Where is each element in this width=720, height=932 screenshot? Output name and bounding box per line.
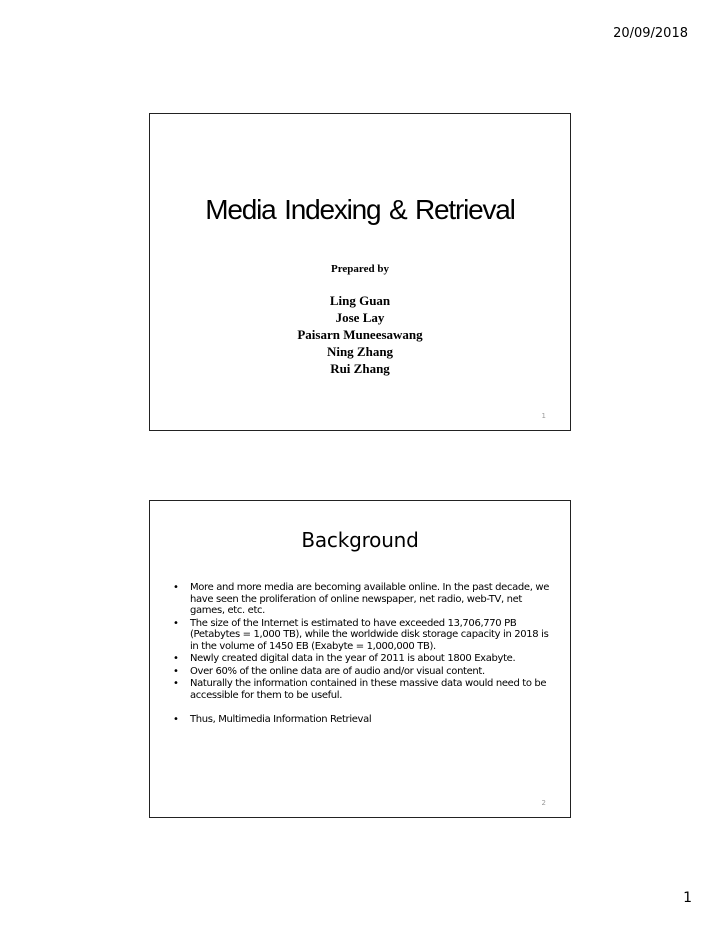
author-name: Ling Guan — [329, 293, 391, 308]
bullet-item: • Newly created digital data in the year of 2011 is about 1800 Exabyte. — [170, 653, 556, 665]
prepared-by-label: Prepared by — [331, 263, 389, 275]
bullet-list — [170, 582, 556, 727]
header-date: 20/09/2018 — [613, 26, 688, 41]
author-list — [150, 292, 570, 377]
bullet-item: • Thus, Multimedia Information Retrieval — [170, 714, 556, 726]
author-name: Rui Zhang — [330, 361, 390, 376]
bullet-item: • Over 60% of the online data are of audio and/or visual content. — [170, 666, 556, 678]
author-name: Paisarn Muneesawang — [297, 327, 423, 342]
slide-1-title: Media Indexing & Retrieval — [205, 194, 515, 225]
author-name: Ning Zhang — [326, 344, 394, 359]
bullet-item: • The size of the Internet is estimated to have exceeded 13,706,770 PB (Petabytes = 1,000 TB), while the worldwide disk storage capacity in 2018 is in the volume of 1450 EB (Exabyte = 1,000,000 TB). — [170, 618, 556, 653]
slide-1 — [149, 113, 571, 431]
author-name: Jose Lay — [335, 310, 385, 325]
slide-2-title: Background — [301, 528, 419, 552]
slide-2-number: 2 — [541, 799, 546, 807]
bullet-item: • Naturally the information contained in these massive data would need to be accessible for them to be useful. — [170, 678, 556, 701]
slide-2 — [149, 500, 571, 818]
slide-1-number: 1 — [541, 412, 546, 420]
bullet-item: • More and more media are becoming available online. In the past decade, we have seen the proliferation of online newspaper, net radio, web-TV, net games, etc. etc. — [170, 582, 556, 617]
page-number: 1 — [683, 890, 692, 906]
